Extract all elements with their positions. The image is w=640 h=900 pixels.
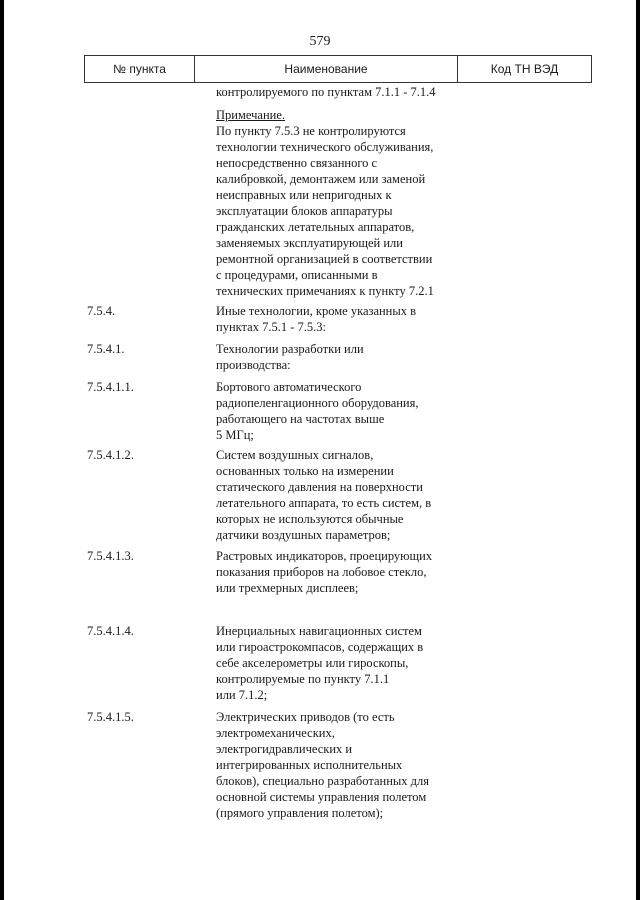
entry-line: летательного аппарата, то есть систем, в xyxy=(216,496,432,510)
note-line: заменяемых эксплуатирующей или xyxy=(216,236,403,250)
scan-edge-left xyxy=(0,0,4,900)
scan-edge-right xyxy=(636,0,640,900)
entry-line: Систем воздушных сигналов, xyxy=(216,448,374,462)
note-line: неисправных или непригодных к xyxy=(216,188,392,202)
entry-number: 7.5.4.1.2. xyxy=(87,448,134,462)
entry-line: Иные технологии, кроме указанных в xyxy=(216,304,417,318)
continuation-line: контролируемого по пунктам 7.1.1 - 7.1.4 xyxy=(216,85,436,99)
page-number: 579 xyxy=(309,34,331,49)
entry-line: Бортового автоматического xyxy=(216,380,362,394)
entry-line: Электрических приводов (то есть xyxy=(216,710,395,724)
entry-line: блоков), специально разработанных для xyxy=(216,774,430,788)
note-line: с процедурами, описанными в xyxy=(216,268,378,282)
note-line: непосредственно связанного с xyxy=(216,156,378,170)
note-line: технических примечаниях к пункту 7.2.1 xyxy=(216,284,434,298)
header-number-column: № пункта xyxy=(85,56,195,82)
note-line: калибровкой, демонтажем или заменой xyxy=(216,172,426,186)
entry-line: работающего на частотах выше xyxy=(216,412,385,426)
entry-line: 5 МГц; xyxy=(216,428,254,442)
entry-text xyxy=(216,623,476,703)
entry-line: (прямого управления полетом); xyxy=(216,806,384,820)
entry-line: или гироастрокомпасов, содержащих в xyxy=(216,640,424,654)
note-line: технологии технического обслуживания, xyxy=(216,140,434,154)
entry-number: 7.5.4.1.5. xyxy=(87,710,134,724)
note-line: гражданских летательных аппаратов, xyxy=(216,220,415,234)
entry-line: себе акселерометры или гироскопы, xyxy=(216,656,409,670)
entry-line: которых не используются обычные xyxy=(216,512,404,526)
entry-line: показания приборов на лобовое стекло, xyxy=(216,565,427,579)
entry-line: или 7.1.2; xyxy=(216,688,268,702)
entry-number: 7.5.4. xyxy=(87,304,116,318)
note-line: По пункту 7.5.3 не контролируются xyxy=(216,124,406,138)
entry-text xyxy=(216,341,476,373)
entry-line: Технологии разработки или xyxy=(216,342,364,356)
note-line: ремонтной организацией в соответствии xyxy=(216,252,433,266)
entry-number: 7.5.4.1.4. xyxy=(87,624,134,638)
entry-text xyxy=(216,379,476,443)
entry-number: 7.5.4.1.1. xyxy=(87,380,134,394)
entry-text xyxy=(216,709,476,821)
entry-text xyxy=(216,303,476,335)
entry-line: основной системы управления полетом xyxy=(216,790,427,804)
entry-line: Инерциальных навигационных систем xyxy=(216,624,422,638)
entry-line: Растровых индикаторов, проецирующих xyxy=(216,549,433,563)
entry-number: 7.5.4.1. xyxy=(87,342,125,356)
entry-text xyxy=(216,447,476,543)
continuation-text xyxy=(216,84,476,100)
header-name-column: Наименование xyxy=(195,56,458,82)
entry-line: основанных только на измерении xyxy=(216,464,394,478)
note-block xyxy=(216,107,476,299)
entry-line: радиопеленгационного оборудования, xyxy=(216,396,419,410)
entry-line: электрогидравлических и xyxy=(216,742,353,756)
entry-line: пунктах 7.5.1 - 7.5.3: xyxy=(216,320,326,334)
entry-text xyxy=(216,548,476,596)
entry-line: производства: xyxy=(216,358,291,372)
entry-line: или трехмерных дисплеев; xyxy=(216,581,359,595)
table-header xyxy=(84,55,592,83)
entry-line: контролируемые по пункту 7.1.1 xyxy=(216,672,390,686)
note-line: эксплуатации блоков аппаратуры xyxy=(216,204,393,218)
header-code-column: Код ТН ВЭД xyxy=(490,62,559,76)
entry-line: датчики воздушных параметров; xyxy=(216,528,391,542)
entry-line: интегрированных исполнительных xyxy=(216,758,403,772)
note-title: Примечание. xyxy=(216,108,286,122)
entry-line: статического давления на поверхности xyxy=(216,480,423,494)
entry-number: 7.5.4.1.3. xyxy=(87,549,134,563)
entry-line: электромеханических, xyxy=(216,726,335,740)
